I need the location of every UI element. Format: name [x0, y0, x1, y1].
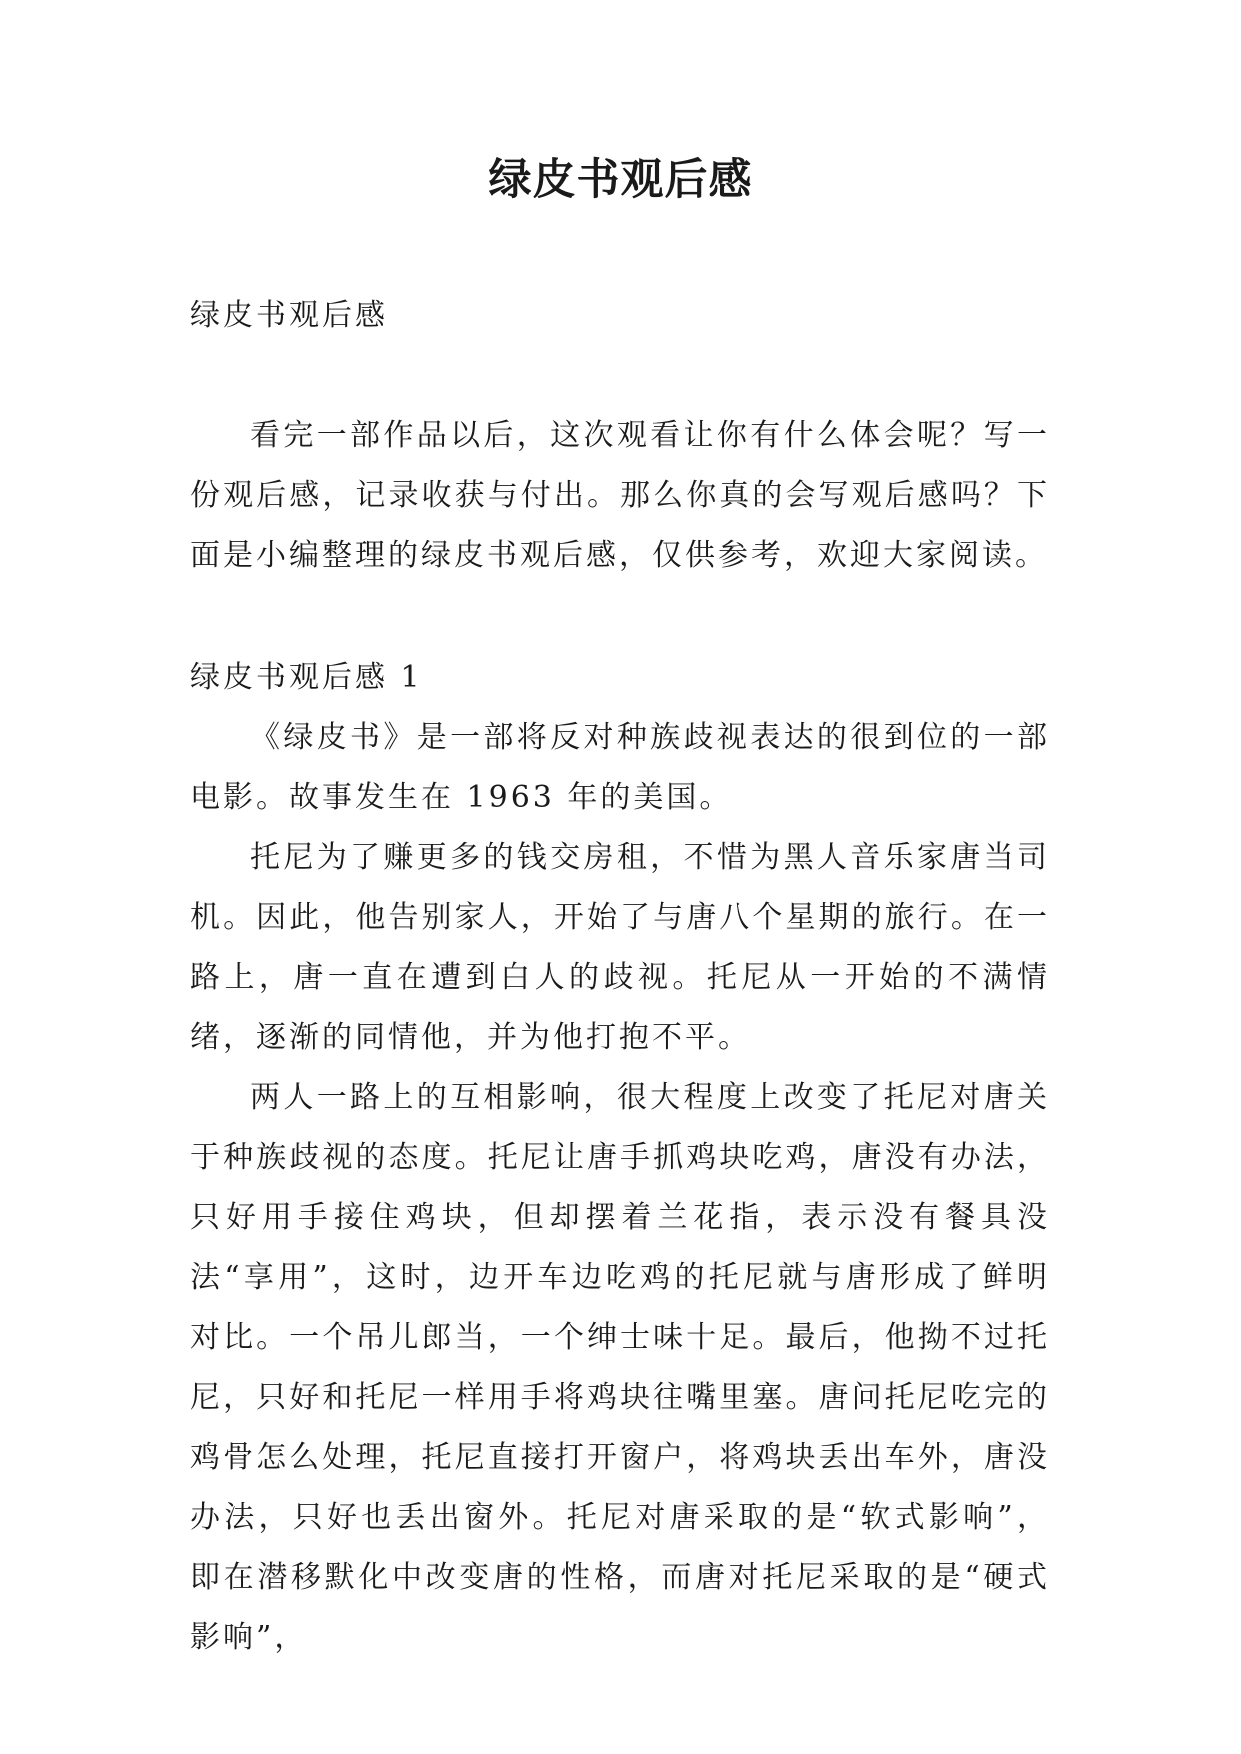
- spacer: [190, 586, 1050, 648]
- section-heading: 绿皮书观后感 1: [190, 660, 423, 695]
- document-subtitle: 绿皮书观后感: [190, 298, 388, 333]
- document-body: [190, 286, 1050, 1668]
- section-paragraph-1: 《绿皮书》是一部将反对种族歧视表达的很到位的一部电影。故事发生在 1963 年的美国。: [190, 720, 1050, 815]
- section-paragraph-3: 两人一路上的互相影响，很大程度上改变了托尼对唐关于种族歧视的态度。托尼让唐手抓鸡块吃鸡，唐没有办法，只好用手接住鸡块，但却摆着兰花指，表示没有餐具没法“享用”，这时，边开车边吃鸡的托尼就与唐形成了鲜明对比。一个吊儿郎当，一个绅士味十足。最后，他拗不过托尼，只好和托尼一样用手将鸡块往嘴里塞。唐问托尼吃完的鸡骨怎么处理，托尼直接打开窗户，将鸡块丢出车外，唐没办法，只好也丢出窗外。托尼对唐采取的是“软式影响”，即在潜移默化中改变唐的性格，而唐对托尼采取的是“硬式影响”，: [190, 1080, 1050, 1655]
- document-title: 绿皮书观后感: [488, 155, 753, 205]
- spacer: [190, 346, 1050, 406]
- section-paragraph-2: 托尼为了赚更多的钱交房租，不惜为黑人音乐家唐当司机。因此，他告别家人，开始了与唐八个星期的旅行。在一路上，唐一直在遭到白人的歧视。托尼从一开始的不满情绪，逐渐的同情他，并为他打抱不平。: [190, 840, 1050, 1055]
- intro-paragraph: 看完一部作品以后，这次观看让你有什么体会呢？写一份观后感，记录收获与付出。那么你真的会写观后感吗？下面是小编整理的绿皮书观后感，仅供参考，欢迎大家阅读。: [190, 418, 1050, 573]
